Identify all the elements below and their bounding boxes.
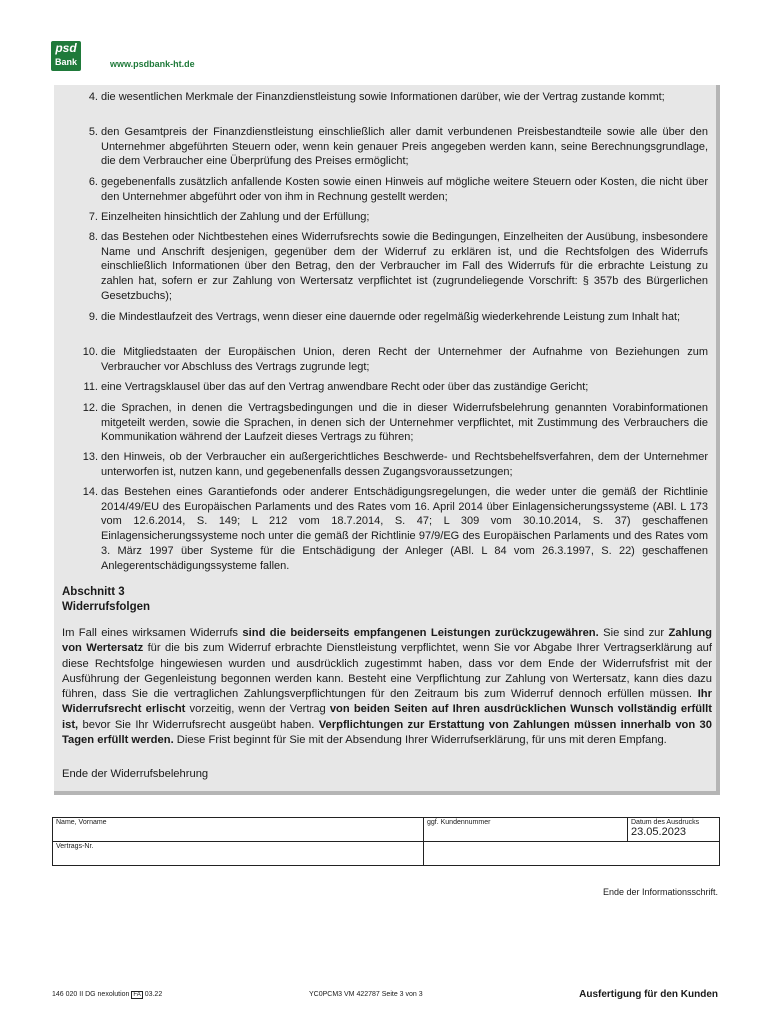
list-item-number: 13. — [82, 451, 98, 463]
para-text: Diese Frist beginnt für Sie mit der Absendung Ihrer Widerrufserklärung, für uns mit deren Empfang. — [173, 734, 667, 747]
list-item-number: 8. — [88, 231, 98, 243]
datum-field — [628, 818, 719, 842]
para-text: Sie sind zur — [598, 627, 669, 639]
ende-widerrufsbelehrung: Ende der Widerrufsbelehrung — [62, 768, 209, 780]
para-bold: Verpflichtungen zur Erstattung von Zahlungen müssen innerhalb von 30 Tagen erfüllt werden. — [62, 718, 712, 747]
section-title-line1: Abschnitt 3 — [62, 586, 125, 598]
section-title — [62, 585, 150, 615]
kundennummer-field[interactable] — [424, 818, 628, 842]
vertrag-field[interactable] — [53, 842, 424, 865]
list-item-number: 9. — [88, 311, 98, 323]
list-item-text: die wesentlichen Merkmale der Finanzdienstleistung sowie Informationen darüber, wie der Vertrag zustande kommt; — [101, 91, 665, 103]
footer-page-info: YC0PCM3 VM 422787 Seite 3 von 3 — [309, 991, 423, 998]
para-bold: Zahlung von Wertersatz — [62, 627, 713, 655]
list-item-number: 10. — [82, 346, 98, 358]
list-item-number: 14. — [82, 486, 98, 498]
widerrufsfolgen-paragraph — [62, 626, 712, 748]
list-item-number: 5. — [88, 126, 98, 138]
list-item-text: den Hinweis, ob der Verbraucher ein außergerichtliches Beschwerde- und Rechtsbehelfsverfahren, dem der Unternehmer unterworfen ist, nutzen kann, und gegebenenfalls dessen Zugangsvoraussetzungen; — [101, 451, 708, 478]
list-item-text: die Sprachen, in denen die Vertragsbedingungen und die in dieser Widerrufsbelehrung genannten Vorabinformationen mitgeteilt werden, sowie die Sprachen, in denen sich der Unternehmer verpflichtet, mit Zustimmung des Verbrauchers die Kommunikation während der Laufzeit dieses Vertrags zu führen; — [101, 402, 708, 444]
list-item-number: 6. — [88, 176, 98, 188]
para-bold: von beiden Seiten auf Ihren ausdrücklichen Wunsch vollständig erfüllt ist, — [62, 703, 712, 731]
list-item-number: 11. — [83, 381, 98, 393]
name-label: Name, Vorname — [56, 819, 107, 826]
customer-form — [52, 817, 720, 866]
logo-line2: Bank — [54, 57, 77, 67]
footer-badge: FA — [133, 992, 141, 998]
para-bold: Ihr Widerrufsrecht erlischt — [62, 688, 712, 716]
list-item-text: das Bestehen eines Garantiefonds oder anderer Entschädigungsregelungen, die weder unter die gemäß der Richtlinie 2014/49/EU des Europäischen Parlaments und des Rates vom 16. April 2014 über Einlagensicherungssysteme (ABl. L 173 vom 12.6.2014, S. 149; L 212 vom 18.7.2014, S. 47; L 309 vom 30.10.2014, S. 37) geschaffenen Einlagensicherungssysteme noch unter die gemäß der Richtlinie 97/9/EG des Europäischen Parlaments und des Rates vom 3. März 1997 über Systeme für die Entschädigung der Anleger (ABl. L 84 vom 26.3.1997, S. 22) geschaffenen Anlegerentschädigungssysteme fallen. — [101, 486, 708, 572]
para-text: für die bis zum Widerruf erbrachte Dienstleistung verpflichtet, wenn Sie vor Abgabe Ihrer Vertragserklärung auf diese Rechtsfolge hingewiesen wurden und ausdrücklich zugestimmt haben, dass vor dem Ende der Widerrufsfrist mit der Ausführung der Gegenleistung begonnen werden kann. Besteht eine Verpflichtung zur Zahlung von Wertersatz, kann dies dazu führen, dass Sie die vertraglichen Zahlungsverpflichtungen für den Zeitraum bis zum Widerruf dennoch erfüllen müssen. — [62, 642, 712, 701]
footer-left — [52, 991, 162, 998]
logo-line1: psd — [55, 41, 77, 55]
list-item-text: die Mitgliedstaaten der Europäischen Union, deren Recht der Unternehmer der Aufnahme von Beziehungen zum Verbraucher vor Abschluss des Vertrags zugrunde legt; — [101, 346, 708, 373]
list-item-text: den Gesamtpreis der Finanzdienstleistung einschließlich aller damit verbundenen Preisbestandteile sowie alle über den Unternehmer abgeführten Steuern oder, wenn kein genauer Preis angegeben werden kann, seine Berechnungsgrundlage, die dem Verbraucher eine Überprüfung des Preises ermöglicht; — [101, 126, 708, 168]
end-of-document: Ende der Informationsschrift. — [602, 887, 718, 897]
footer-copy-label: Ausfertigung für den Kunden — [579, 989, 718, 1000]
list-item-text: gegebenenfalls zusätzlich anfallende Kosten sowie einen Hinweis auf mögliche weitere Steuern oder Kosten, die nicht über den Unternehmer abgeführt oder von ihm in Rechnung gestellt werden; — [101, 176, 708, 203]
name-field[interactable] — [53, 818, 424, 842]
bank-url[interactable]: www.psdbank-ht.de — [110, 59, 195, 69]
list-item-number: 4. — [88, 91, 98, 103]
list-item-text: das Bestehen oder Nichtbestehen eines Widerrufsrechts sowie die Bedingungen, Einzelheiten der Ausübung, insbesondere Name und Anschrift desjenigen, gegenüber dem der Widerruf zu erklären ist, und die Rechtsfolgen des Widerrufs einschließlich Informationen über den Betrag, den der Verbraucher im Fall des Widerrufs für die erbrachte Leistung zu zahlen hat, sofern er zur Zahlung von Wertersatz verpflichtet ist (zugrundeliegende Vorschrift: § 357b des Bürgerlichen Gesetzbuchs); — [101, 231, 708, 302]
list-item-number: 12. — [82, 402, 98, 414]
list-item-text: die Mindestlaufzeit des Vertrags, wenn dieser eine dauernde oder regelmäßig wiederkehrende Leistung zum Inhalt hat; — [101, 311, 681, 323]
kundennummer-label: ggf. Kundennummer — [427, 819, 491, 826]
psd-bank-logo — [51, 41, 81, 71]
footer-form-number: 146 020 II DG nexolution — [52, 991, 130, 998]
section-title-line2: Widerrufsfolgen — [62, 601, 151, 613]
list-item-text: eine Vertragsklausel über das auf den Vertrag anwendbare Recht oder über das zuständige Gericht; — [101, 381, 589, 393]
datum-value: 23.05.2023 — [631, 826, 687, 838]
datum-label: Datum des Ausdrucks — [631, 819, 700, 826]
para-bold: sind die beiderseits empfangenen Leistungen zurückzugewähren. — [242, 627, 599, 639]
vertrag-label: Vertrags-Nr. — [56, 843, 94, 850]
footer-date: 03.22 — [144, 991, 163, 998]
para-text: vorzeitig, wenn der Vertrag — [185, 703, 330, 716]
info-box — [54, 85, 720, 795]
para-text: bevor Sie Ihr Widerrufsrecht ausgeübt haben. — [78, 718, 319, 731]
list-item-number: 7. — [88, 211, 98, 223]
para-text: Im Fall eines wirksamen Widerrufs — [62, 627, 243, 639]
list-item-text: Einzelheiten hinsichtlich der Zahlung und der Erfüllung; — [101, 211, 370, 223]
